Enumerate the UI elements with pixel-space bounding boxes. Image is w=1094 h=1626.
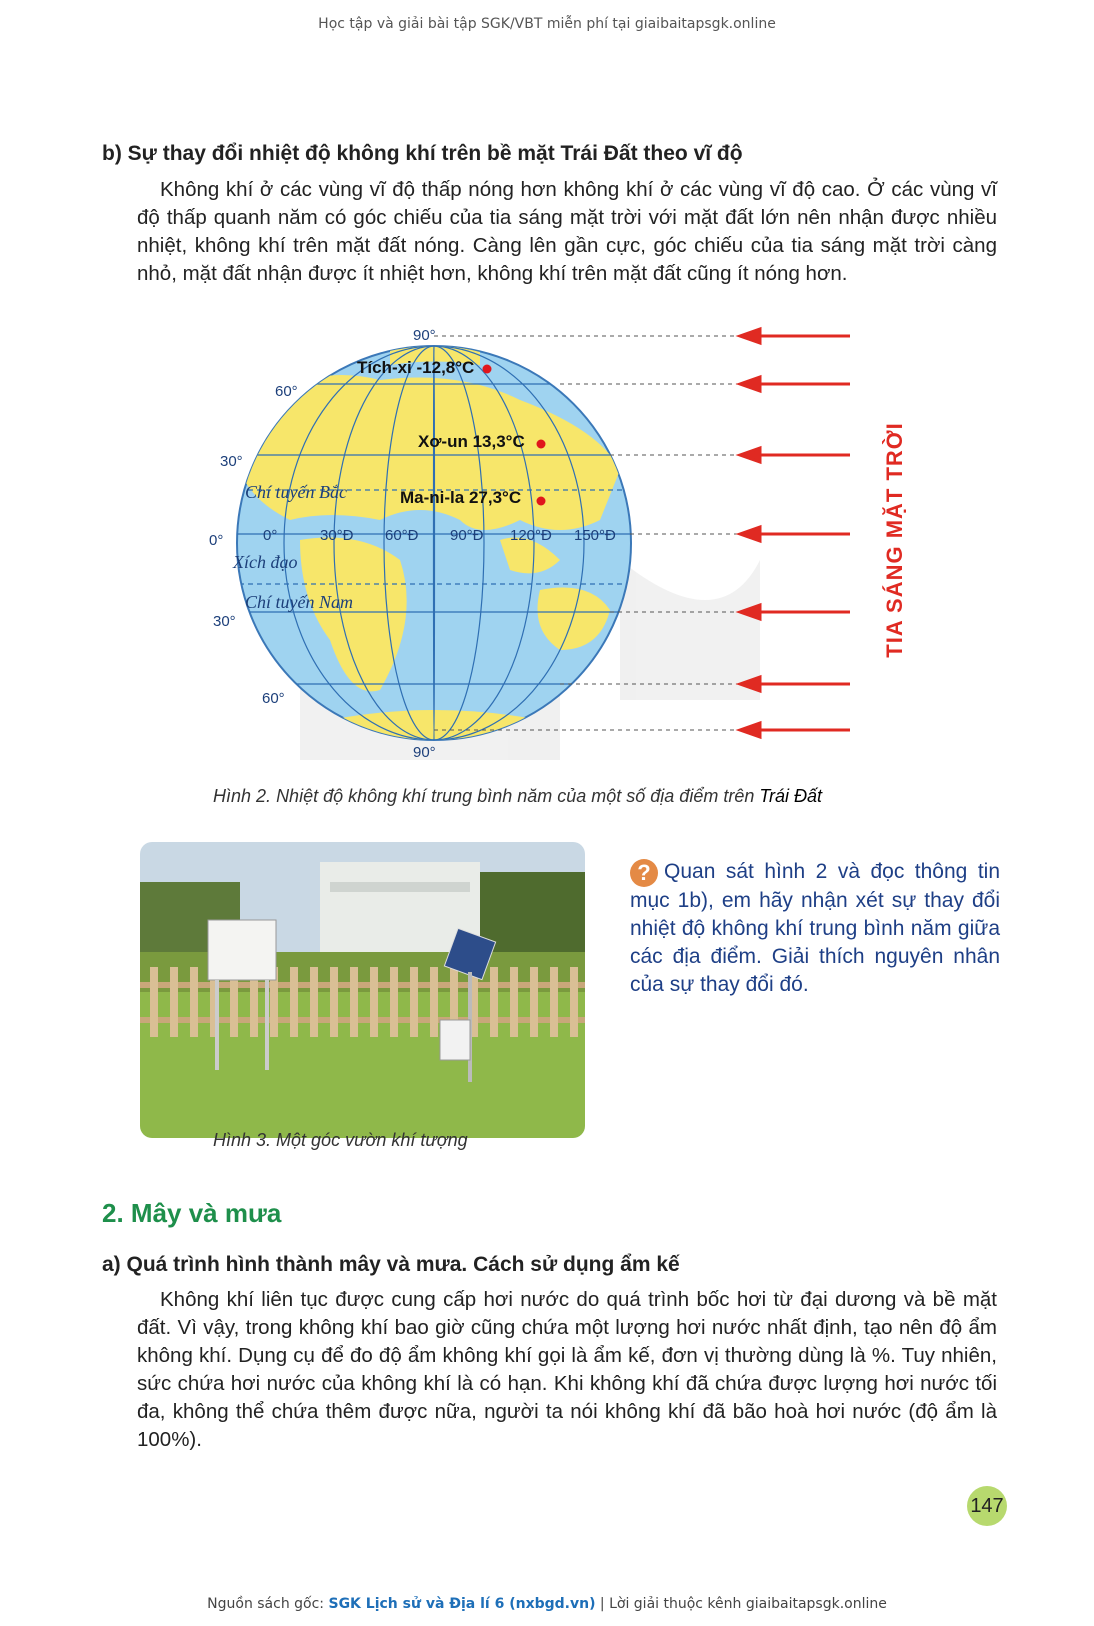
place-dot-xoun [537, 440, 546, 449]
footer-note [0, 1596, 1094, 1612]
figure-2-caption-text: Nhiệt độ không khí trung bình năm của một số địa điểm trên [276, 786, 755, 806]
section-b-heading: b) Sự thay đổi nhiệt độ không khí trên bề mặt Trái Đất theo vĩ độ [102, 142, 743, 165]
lon-label-30: 30°Đ [320, 527, 354, 544]
lat-label-s90: 90° [413, 744, 436, 761]
question-box [630, 858, 1000, 999]
page-number: 147 [967, 1486, 1007, 1526]
figure-2-caption-prefix: Hình 2. [213, 786, 272, 806]
lon-label-60: 60°Đ [385, 527, 419, 544]
question-text: Quan sát hình 2 và đọc thông tin mục 1b), em hãy nhận xét sự thay đổi nhiệt độ không khí trung bình năm giữa các địa điểm. Giải thích nguyên nhân của sự thay đổi đó. [630, 860, 1000, 996]
lon-label-90: 90°Đ [450, 527, 484, 544]
section-2-number: 2. [102, 1198, 124, 1228]
place-label-xoun: Xơ-un 13,3°C [418, 432, 525, 451]
footer-source-link[interactable]: SGK Lịch sử và Địa lí 6 (nxbgd.vn) [328, 1596, 596, 1612]
lat-label-n30: 30° [220, 453, 243, 470]
section-2a-heading: a) Quá trình hình thành mây và mưa. Cách sử dụng ẩm kế [102, 1253, 680, 1276]
weather-station-image [140, 842, 585, 1138]
figure-3-photo [140, 842, 585, 1138]
place-dot-manila [537, 497, 546, 506]
footer-suffix: | Lời giải thuộc kênh giaibaitapsgk.online [595, 1596, 887, 1612]
tropic-north-label: Chí tuyến Bắc [245, 482, 347, 502]
question-icon: ? [630, 859, 658, 887]
lon-label-120: 120°Đ [510, 527, 552, 544]
sun-rays-label: TIA SÁNG MẶT TRỜI [882, 422, 907, 658]
section-b-text: Không khí ở các vùng vĩ độ thấp nóng hơn không khí ở các vùng vĩ độ cao. Ở các vùng vĩ độ thấp quanh năm có góc chiếu của tia sáng mặt trời với mặt đất lớn nên nhận được nhiều nhiệt, không khí trên mặt đất nóng. Càng lên gần cực, góc chiếu của tia sáng mặt trời càng nhỏ, mặt đất nhận được ít nhiệt hơn, không khí trên mặt đất cũng ít nóng hơn. [137, 178, 997, 285]
figure-2-caption-end: Trái Đất [759, 786, 823, 806]
section-2a-text: Không khí liên tục được cung cấp hơi nước do quá trình bốc hơi từ đại dương và bề mặt đất. Vì vậy, trong không khí bao giờ cũng chứa một lượng hơi nước nhất định, tạo nên độ ẩm không khí. Dụng cụ để đo độ ẩm không khí gọi là ẩm kế, đơn vị thường dùng là %. Tuy nhiên, sức chứa hơi nước của không khí là có hạn. Khi không khí đã chứa được lượng hơi nước tối đa, không thể chứa thêm được nữa, người ta nói không khí đã bão hoà hơi nước (độ ẩm là 100%). [137, 1288, 997, 1451]
figure-2-caption [213, 786, 822, 807]
figure-2-globe [0, 0, 1094, 800]
section-2-title [102, 1198, 281, 1229]
section-2-title-text: Mây và mưa [130, 1198, 282, 1228]
section-2a-paragraph [137, 1286, 997, 1454]
tropic-south-label: Chí tuyến Nam [245, 592, 353, 612]
lat-label-n90: 90° [413, 327, 436, 344]
lon-label-0: 0° [263, 527, 278, 544]
lat-label-n60: 60° [275, 383, 298, 400]
lat-label-s60: 60° [262, 690, 285, 707]
lat-label-eq: 0° [209, 532, 224, 549]
lon-label-150: 150°Đ [574, 527, 616, 544]
equator-label: Xích đạo [233, 552, 298, 572]
figure-3-caption: Hình 3. Một góc vườn khí tượng [213, 1130, 468, 1150]
footer-prefix: Nguồn sách gốc: [207, 1596, 329, 1612]
place-dot-tichxi [483, 365, 492, 374]
lat-label-s30: 30° [213, 613, 236, 630]
place-label-manila: Ma-ni-la 27,3°C [400, 488, 522, 507]
place-label-tichxi: Tích-xi -12,8°C [357, 358, 475, 377]
header-note: Học tập và giải bài tập SGK/VBT miễn phí tại giaibaitapsgk.online [318, 16, 776, 32]
